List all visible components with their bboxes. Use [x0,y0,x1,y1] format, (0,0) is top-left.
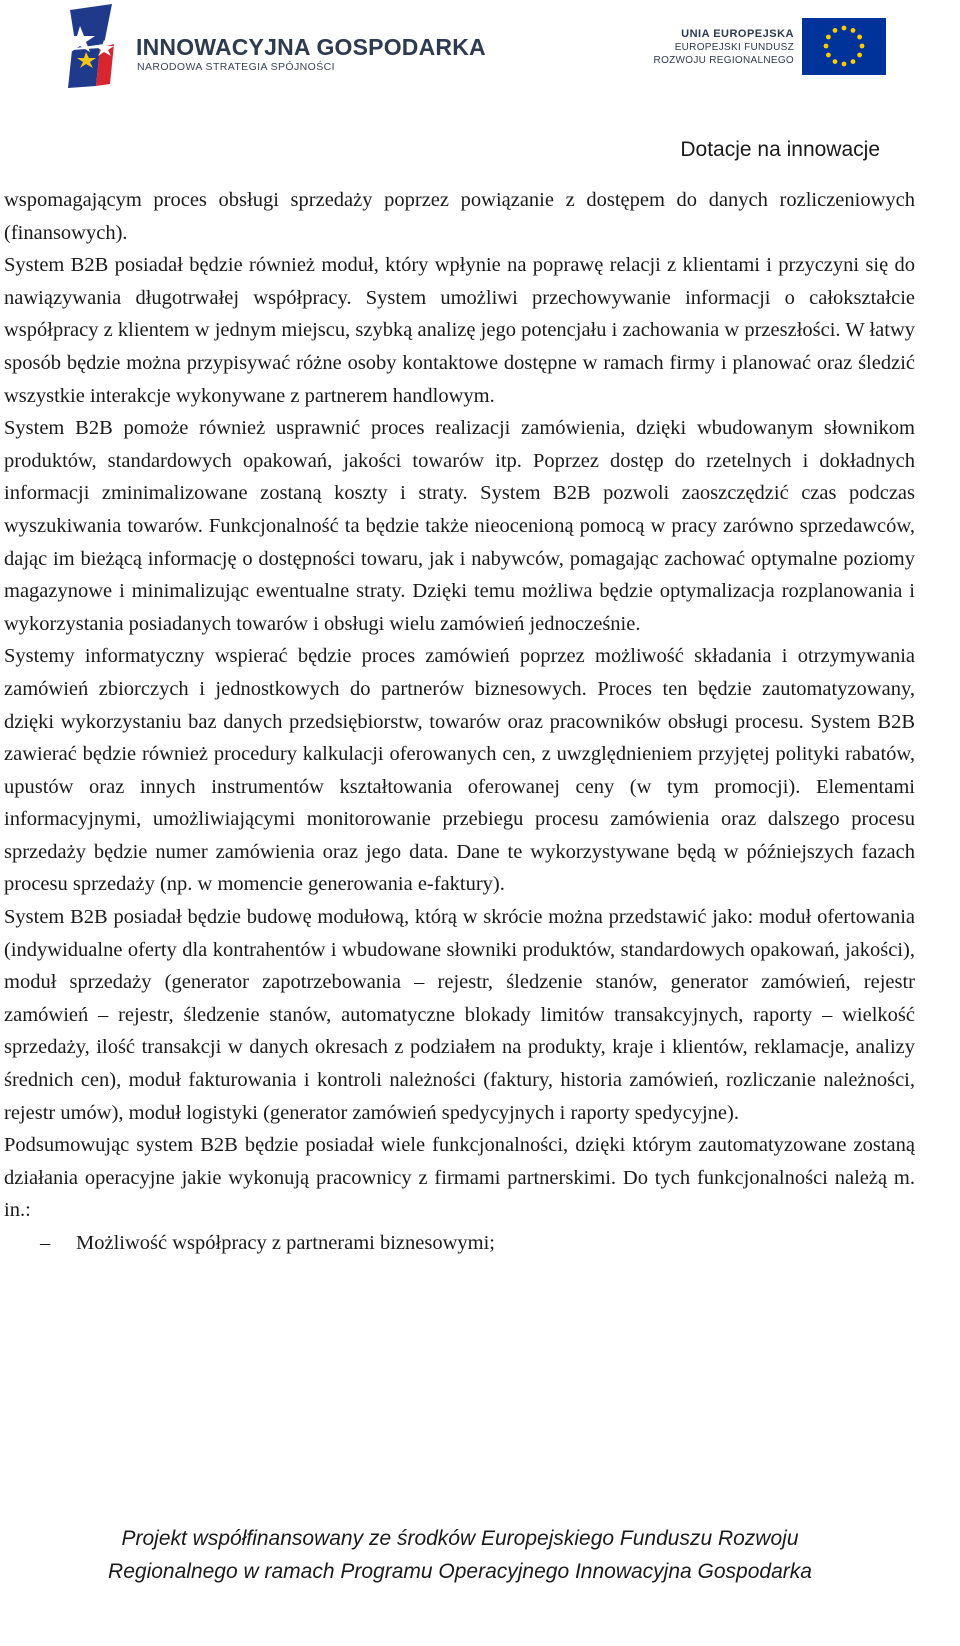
page-header [0,0,960,100]
document-body [4,184,915,1260]
footer-line2: Regionalnego w ramach Programu Operacyjnego Innowacyjna Gospodarka [108,1560,812,1583]
paragraph: System B2B pomoże również usprawnić proces realizacji zamówienia, dzięki wbudowanym słownikom produktów, standardowych opakowań, jakości towarów itp. Poprzez dostęp do rzetelnych i dokładnych informacji zminimalizowane zostaną koszty i straty. System B2B pozwoli zaoszczędzić czas podczas wyszukiwania towarów. Funkcjonalność ta będzie także nieocenioną pomocą w pracy zarówno sprzedawców, dając im bieżącą informację o dostępności towaru, jak i nabywców, pomagając zachować optymalne poziomy magazynowe i minimalizując ewentualne straty. Dzięki temu możliwa będzie optymalizacja rozplanowania i wykorzystania posiadanych towarów i obsługi wielu zamówień jednocześnie. [4,417,915,635]
list-dash-marker: – [40,1232,51,1254]
ig-logo-title: INNOWACYJNA GOSPODARKA [136,34,486,60]
paragraph: System B2B posiadał będzie również moduł, który wpłynie na poprawę relacji z klientami i przyczyni się do nawiązywania długotrwałej współpracy. System umożliwi przechowywanie informacji o całokształcie współpracy z klientem w jednym miejscu, szybką analizę jego potencjału i zachowania w przeszłości. W łatwy sposób będzie można przypisywać różne osoby kontaktowe dostępne w ramach firmy i planować oraz śledzić wszystkie interakcje wykonywane z partnerem handlowym. [4,254,915,407]
footer-line1: Projekt współfinansowany ze środków Europejskiego Funduszu Rozwoju [121,1527,799,1550]
innowacyjna-gospodarka-logo [66,4,486,90]
paragraph: wspomagającym proces obsługi sprzedaży poprzez powiązanie z dostępem do danych rozliczeniowych (finansowych). [4,189,915,244]
ig-star-emblem-icon [66,4,132,90]
eu-logo-line3: ROZWOJU REGIONALNEGO [653,55,794,66]
eu-logo-line2: EUROPEJSKI FUNDUSZ [674,42,794,53]
paragraph: Systemy informatyczny wspierać będzie proces zamówień poprzez możliwość składania i otrzymywania zamówień zbiorczych i jednostkowych do partnerów biznesowych. Proces ten będzie zautomatyzowany, dzięki wykorzystaniu baz danych przedsiębiorstw, towarów oraz pracowników obsługi procesu. System B2B zawierać będzie również procedury kalkulacji oferowanych cen, z uwzględnieniem przyjętej polityki rabatów, upustów oraz innych instrumentów kształtowania oferowanej ceny (w tym promocji). Elementami informacyjnymi, umożliwiającymi monitorowanie przebiegu procesu zamówienia oraz dalszego procesu sprzedaży będzie numer zamówienia oraz jego data. Dane te wykorzystywane będą w późniejszych fazach procesu sprzedaży (np. w momencie generowania e-faktury). [4,645,915,896]
paragraph: Podsumowując system B2B będzie posiadał wiele funkcjonalności, dzięki którym zautomatyzowane zostaną działania operacyjne jakie wykonują pracownicy z firmami partnerskimi. Do tych funkcjonalności należą m. in.: [4,1134,915,1222]
page-footer [0,1522,920,1588]
document-title: Dotacje na innowacje [680,138,880,161]
eu-logo-text [654,28,794,67]
ig-logo-subtitle: NARODOWA STRATEGIA SPÓJNOŚCI [137,61,335,73]
list-item [4,1227,915,1260]
eu-logo-line1: UNIA EUROPEJSKA [681,28,794,40]
list-item-text: Możliwość współpracy z partnerami biznesowymi; [76,1232,495,1254]
eu-flag-icon [802,18,886,75]
paragraph: System B2B posiadał będzie budowę modułową, którą w skrócie można przedstawić jako: moduł ofertowania (indywidualne oferty dla kontrahentów i wbudowane słowniki produktów, standardowych opakowań, jakości), moduł sprzedaży (generator zapotrzebowania – rejestr, śledzenie stanów, generator zamówień, rejestr zamówień – rejestr, śledzenie stanów, automatyczne blokady limitów transakcyjnych, raporty – wielkość sprzedaży, ilość transakcji w danych okresach z podziałem na produkty, kraje i klientów, reklamacje, analizy średnich cen), moduł fakturowania i kontroli należności (faktury, historia zamówień, rozliczanie należności, rejestr umów), moduł logistyki (generator zamówień spedycyjnych i raporty spedycyjne). [4,906,915,1124]
eu-fund-logo [636,18,886,78]
